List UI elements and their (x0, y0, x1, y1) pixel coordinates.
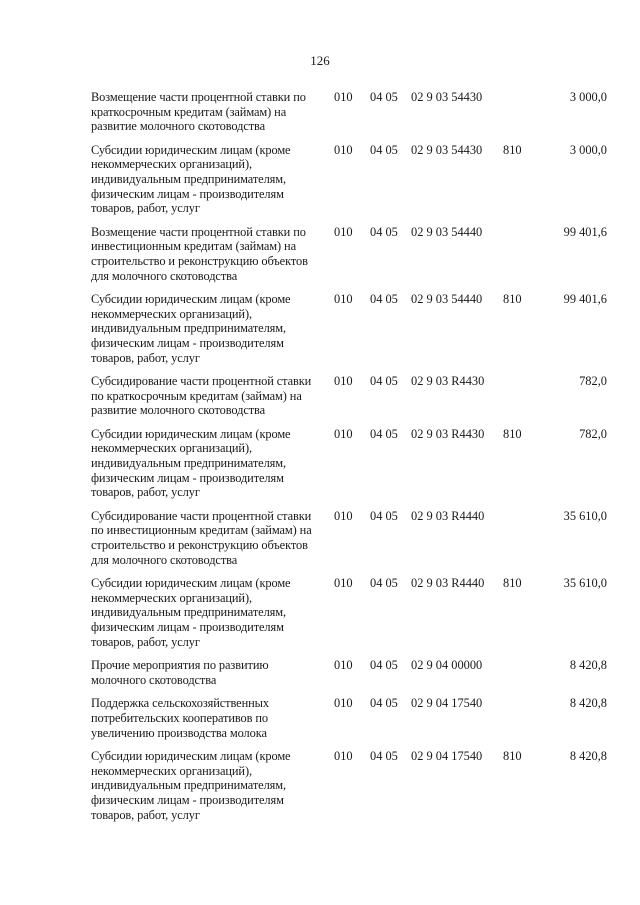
row-expense: 810 (503, 576, 522, 591)
row-amount: 782,0 (579, 374, 607, 389)
row-ministry: 010 (334, 426, 353, 441)
table-row (0, 90, 640, 134)
row-section: 04 05 (370, 292, 398, 307)
row-target: 02 9 04 00000 (411, 658, 483, 673)
row-target: 02 9 03 R4440 (411, 508, 485, 523)
row-section: 04 05 (370, 508, 398, 523)
row-ministry: 010 (334, 658, 353, 673)
row-ministry: 010 (334, 292, 353, 307)
row-amount: 3 000,0 (569, 142, 607, 157)
table-row (0, 576, 640, 649)
row-amount: 8 420,8 (569, 696, 607, 711)
row-ministry: 010 (334, 224, 353, 239)
row-section: 04 05 (370, 749, 398, 764)
row-ministry: 010 (334, 142, 353, 157)
row-amount: 782,0 (579, 426, 607, 441)
row-name: Субсидии юридическим лицам (кроме некоммерческих организаций), индивидуальным предпринимателям, физическим лицам - производителям товаров, работ, услуг (91, 142, 291, 216)
row-section: 04 05 (370, 224, 398, 239)
row-section: 04 05 (370, 426, 398, 441)
row-target: 02 9 03 R4430 (411, 426, 485, 441)
row-amount: 8 420,8 (569, 658, 607, 673)
row-target: 02 9 03 R4430 (411, 374, 485, 389)
table-row (0, 509, 640, 567)
table-row (0, 225, 640, 283)
row-ministry: 010 (334, 576, 353, 591)
row-section: 04 05 (370, 576, 398, 591)
table-row (0, 292, 640, 365)
row-amount: 35 610,0 (563, 508, 607, 523)
row-amount: 99 401,6 (563, 292, 607, 307)
row-name: Субсидии юридическим лицам (кроме некоммерческих организаций), индивидуальным предпринимателям, физическим лицам - производителям товаров, работ, услуг (91, 576, 291, 649)
row-amount: 3 000,0 (569, 90, 607, 104)
row-amount: 35 610,0 (563, 576, 607, 591)
row-ministry: 010 (334, 508, 353, 523)
row-expense: 810 (503, 292, 522, 307)
row-section: 04 05 (370, 374, 398, 389)
table-row (0, 143, 640, 216)
row-expense: 810 (503, 426, 522, 441)
row-target: 02 9 03 54440 (411, 292, 483, 307)
row-name: Поддержка сельскохозяйственных потребительских кооперативов по увеличению производства молока (91, 696, 269, 740)
row-expense: 810 (503, 749, 522, 764)
table-row (0, 658, 640, 687)
row-ministry: 010 (334, 749, 353, 764)
row-section: 04 05 (370, 142, 398, 157)
row-target: 02 9 03 54430 (411, 90, 483, 104)
row-target: 02 9 03 54430 (411, 142, 483, 157)
table-row (0, 374, 640, 418)
budget-table (0, 90, 640, 831)
row-section: 04 05 (370, 90, 398, 104)
row-target: 02 9 04 17540 (411, 749, 483, 764)
row-name: Возмещение части процентной ставки по инвестиционным кредитам (займам) на строительство и реконструкцию объектов для молочного скотоводства (91, 224, 308, 283)
row-target: 02 9 03 54440 (411, 224, 483, 239)
row-name: Субсидирование части процентной ставки по краткосрочным кредитам (займам) на развитие молочного скотоводства (91, 374, 312, 418)
row-name: Субсидии юридическим лицам (кроме некоммерческих организаций), индивидуальным предпринимателям, физическим лицам - производителям товаров, работ, услуг (91, 292, 291, 365)
row-name: Субсидирование части процентной ставки по инвестиционным кредитам (займам) на строительство и реконструкцию объектов для молочного скотоводства (91, 508, 312, 567)
table-row (0, 696, 640, 740)
row-name: Субсидии юридическим лицам (кроме некоммерческих организаций), индивидуальным предпринимателям, физическим лицам - производителям товаров, работ, услуг (91, 749, 291, 822)
row-name: Возмещение части процентной ставки по краткосрочным кредитам (займам) на развитие молочного скотоводства (91, 90, 306, 134)
row-amount: 99 401,6 (563, 224, 607, 239)
row-name: Субсидии юридическим лицам (кроме некоммерческих организаций), индивидуальным предпринимателям, физическим лицам - производителям товаров, работ, услуг (91, 426, 291, 500)
table-row (0, 749, 640, 822)
row-section: 04 05 (370, 696, 398, 711)
row-ministry: 010 (334, 696, 353, 711)
page-number: 126 (310, 53, 330, 68)
row-name: Прочие мероприятия по развитию молочного скотоводства (91, 658, 269, 687)
row-expense: 810 (503, 142, 522, 157)
row-amount: 8 420,8 (569, 749, 607, 764)
row-target: 02 9 03 R4440 (411, 576, 485, 591)
row-section: 04 05 (370, 658, 398, 673)
row-ministry: 010 (334, 90, 353, 104)
row-target: 02 9 04 17540 (411, 696, 483, 711)
row-ministry: 010 (334, 374, 353, 389)
table-row (0, 427, 640, 500)
